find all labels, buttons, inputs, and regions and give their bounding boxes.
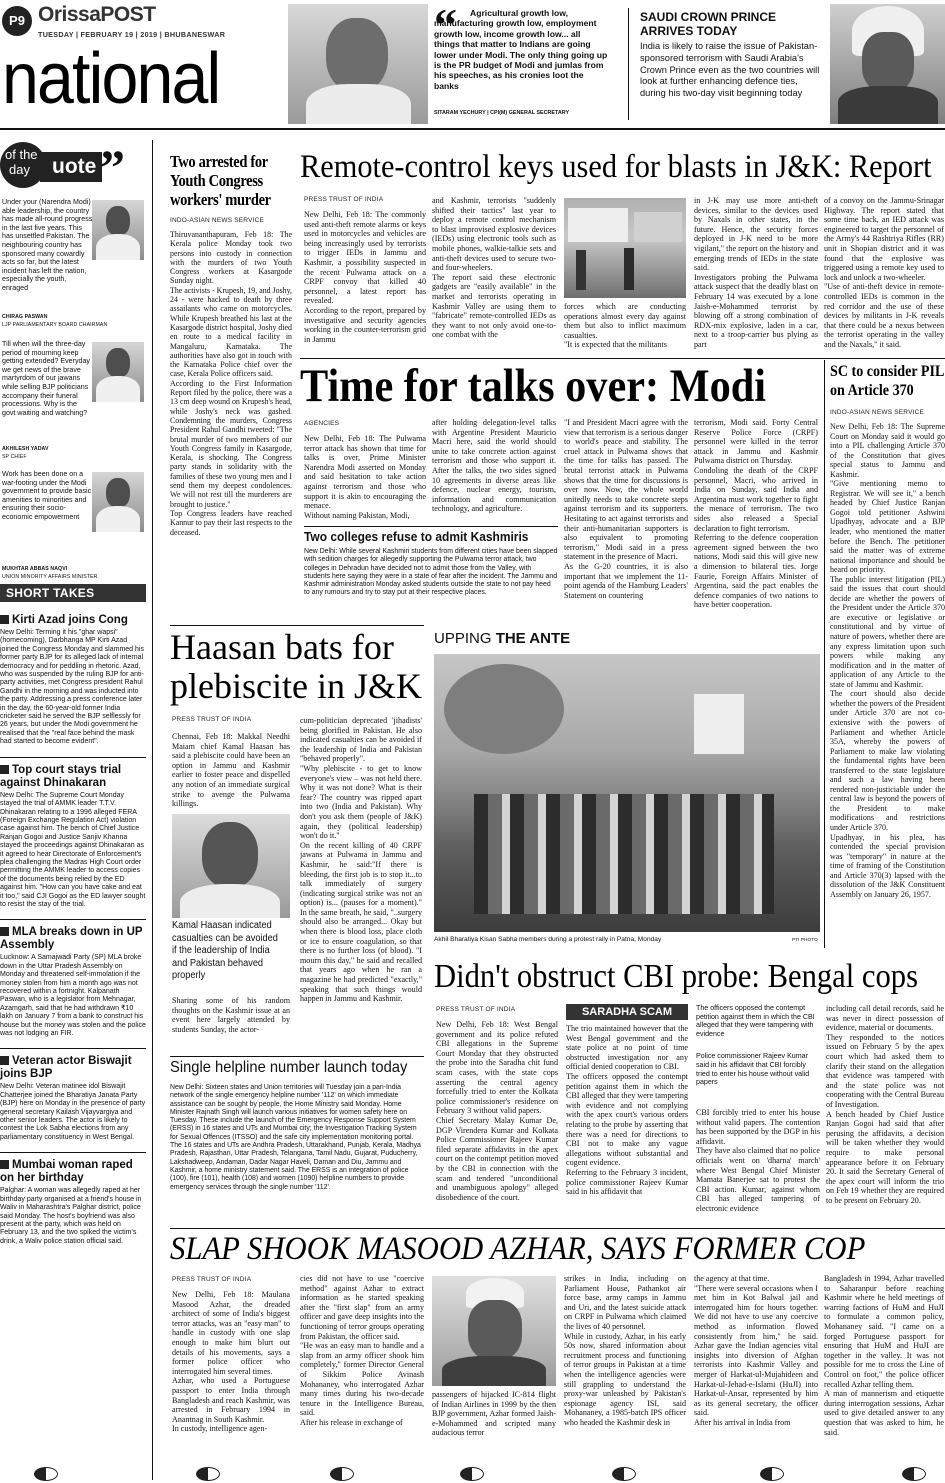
remote-headline: Remote-control keys used for blasts in J&K: Report xyxy=(300,149,932,185)
colleges-box xyxy=(304,526,558,622)
quote-speaker-role: UNION MINORITY AFFAIRS MINISTER xyxy=(2,574,98,580)
remote-bottom-rule xyxy=(300,358,945,359)
haasan-headline: Haasan bats for plebiscite in J&K xyxy=(170,628,422,706)
short-take-body: New Delhi: Veteran matinee idol Biswajit Chatterjee joined the Bharatiya Janata Party (BJP) here on Monday in the presence of party general secretary Kailash Vijayvargiya and other senior leaders. The actor is likely to contest the Lok Sabha elections from any parliamentary constituency in West Bengal. xyxy=(0,1083,146,1141)
saudi-text: India is likely to raise the issue of Pakistan-sponsored terrorism with Saudi Arabia's Crown Prince even as the two countries will look at further enhancing defence ties, during his two-day visit beginning today xyxy=(640,41,820,99)
azhar-top-rule xyxy=(170,1228,945,1229)
quote-of-the-day xyxy=(0,140,146,580)
remote-col-3: forces which are conducting operations almost every day against them but also to inflict maximum casualties. "It is expected that the militants xyxy=(564,302,686,350)
quote-mark-icon: “ xyxy=(434,6,457,50)
colleges-body: New Delhi: While several Kashmiri students from different cities have been slapped with sedition charges for allegedly supporting the Pulwama terror attack, two colleges in Dehradun have decided not to admit those from the Valley, with students here saying they were in a state of fear after the incident. The Jammu and Kashmir administration Monday asked students outside the state to not pay heed to any rumours and try to stay put at their respective places. xyxy=(304,548,558,597)
azhar-col-6: Bangladesh in 1994, Azhar travelled to Saharanpur before reaching Kashmir where he held meetings of warring factions of HuM and HuJI to formulate a common policy, Mohananey said. "I came on a forged Portuguese passport for ensuring that HuM and HuJI are together in the valley. It was not possible for me to cross the Line of Control on foot," the police officer recalled Azhar telling them. A man of mannerism and etiquette during interrogation sessions, Azhar used to give detailed answer to any question that was asked to him, he said. xyxy=(824,1274,944,1437)
cbi-col-3: CBI forcibly tried to enter his house without valid papers. The contention has been supported by the DGP in his affidavit. They have also claimed that no police officials went on 'dharna' march' where West Bengal Chief Minister Mamata Banerjee sat to protest the CBI action. Kumar, against whom CBI has alleged tampering of electronic evidence xyxy=(696,1108,820,1213)
cbi-col-2: The trio maintained however that the West Bengal government and the state police at no point of time obstructed investigation nor any official denied cooperation to CBI. The officers opposed the contempt petition against them in which the CBI alleged that they were tampering with evidence and not complying with the apex court's various orders relating to the probe by asserting that there was a need for directions to CBI not to make any vague allegations without substantial and cogent evidence. Referring to the February 3 incident, police commissioner Rajeev Kumar said in his affidavit that xyxy=(566,1024,688,1197)
section-title: national xyxy=(2,39,220,119)
short-take-body: New Delhi: The Supreme Court Monday stayed the trial of AMMK leader T.T.V. Dhinakaran relating to a 1996 alleged FERA (Foreign Exchange Regulation Act) violation case against him. The bench of Chief Justice Ranjan Gogoi and Justice Sanjiv Khanna stayed the proceedings against Dhinakaran as it agreed to hear Directorate of Enforcement's plea challenging the Madras High Court order permitting the AMMK leader to access copies of the documents being relied by the ED against him. "How can you have cake and eat it too," said CJI Gogoi as the ED lawyer sought to resist the stay of the trial. xyxy=(0,791,146,908)
talks-col-4: terrorism, Modi said. Forty Central Reserve Police Force (CRPF) personnel were killed in the terror attack in Jammu and Kashmir Pulwama district on Thursday. Condoling the death of the CRPF personnel, Macri, who arrived in India on Sunday, said India and Argentina must work together to fight the menace of terrorism. The two sides also released a Special declaration to fight terrorism. Referring to the defence cooperation agreement signed between the two nations, Modi said this will give new a dimension to bilateral ties. Jorge Faurie, Foreign Affairs Minister of Argentina, said the pact enables the defence companies of two nations to have better cooperation. xyxy=(694,418,818,610)
short-takes-label: SHORT TAKES xyxy=(0,584,146,602)
quote-speaker-photo xyxy=(92,472,144,532)
haasan-col-1: Chennai, Feb 18: Makkal Needhi Maiam chief Kamal Haasan has said a plebiscite could have been an option in Jammu and Kashmir earlier to foster peace and dispelled any notion of an immediate surgical strike to avenge the Pulwama killings. xyxy=(172,732,290,809)
remote-credit: PRESS TRUST OF INDIA xyxy=(304,196,384,203)
saudi-box xyxy=(640,10,820,122)
top-quote-byline: SITARAM YECHURY | CPI(M) GENERAL SECRETARY xyxy=(434,110,570,116)
remote-col-1: New Delhi, Feb 18: The commonly used anti-theft remote alarms or keys used in motorcycles and vehicles are being increasingly used by terrorists to trigger IEDs in Jammu and Kashmir, a possibility suspected in the recent Pulwama attack on a CRPF convoy that killed 40 personnel, a latest report has revealed. According to the report, prepared by investigative and security agencies working in the counter-terrorism grid in Jammu xyxy=(304,210,426,344)
cbi-pullquote-1: The officers opposed the contempt petition against them in which the CBI alleged that they were tampering with evidence xyxy=(696,1004,815,1038)
azhar-col-2: cies did not have to use "coercive method" against Azhar to extract information as he started speaking after the "first slap" from an army officer and gave deep insights into the functioning of terror groups operating from Pakistan, the officer said. "He was an easy man to handle and a slap from an army officer shook him completely," former Director General of Sikkim Police Avinash Mohananey, who interrogated Azhar many times during his two-decade tenure in the Intelligence Bureau, said. After his release in exchange of xyxy=(300,1274,424,1427)
haasan-col-1b: Sharing some of his random thoughts on the Kashmir issue at an event here largely attended by students Sunday, the actor- xyxy=(172,996,290,1034)
colleges-headline: Two colleges refuse to admit Kashmiris xyxy=(304,529,529,544)
protest-photo xyxy=(434,654,820,932)
remote-article xyxy=(300,148,945,358)
quote-speaker-name: CHIRAG PASWAN xyxy=(2,314,48,320)
remote-col-4: in J-K may use more anti-theft devices, similar to the devices used by Naxals in other states, in the future. Hence, the security forces deployed in J-K need to be more vigilant," the report on the history and emerging trends of IEDs in the state said. Investigators probing the Pulwama attack suspect that the deadly blast on February 14 was executed by a lone Jaish-e-Mohammed terrorist by blowing off a strong combination of RDX-mix explosive, laden in a car, next to a troop-carrier bus plying as part xyxy=(694,196,818,349)
azhar-col-5: the agency at that time. "There were several occasions when I met him in Kot Balwal jail and interrogated him for hours together. We did not have to use any coercive method as information flowed consistently from him," he said. Azhar gave the Indian agencies vital insights into diversion of Afghan terrorists into Kashmir Valley and merger of Harkat-ul-Mujahideen and Harkat-ul-Jehad-e-Islami (HuJI) into Harkat-ul-Ansar, represented by him as its general secretary, the officer said. After his arrival in India from xyxy=(694,1274,818,1427)
short-take-body: Palghar: A woman was allegedly raped at her birthday party organised at a friend's house in Waliv in Maharashtra's Palghar district, police said Monday. The host's boyfriend was also present at the party, which was held on February 13, and the two spiked the victim's drink, a Waliv police station official said. xyxy=(0,1187,142,1245)
short-take-headline: MLA breaks down in UP Assembly xyxy=(0,926,146,952)
quote-text: Work has been done on a war-footing under the Modi government to provide basic amenities to minorities and ensuring their socio-economic empowerment xyxy=(2,470,92,521)
ante-credit: PTI PHOTO xyxy=(792,938,818,943)
cbi-headline: Didn't obstruct CBI probe: Bengal cops xyxy=(434,958,919,995)
quote-logo: of the day uote ” xyxy=(0,142,146,188)
cbi-pullquote-2: Police commissioner Rajeev Kumar said in his affidavit that CBI forcibly tried to enter his house without valid papers xyxy=(696,1052,810,1087)
short-take-body: Lucknow: A Samajwadi Party (SP) MLA broke down in the Uttar Pradesh Assembly on Monday and threatened self-immolation if the money stolen from him a month ago was not recovered within a fortnight. Kalpanath Paswan, who is a legislator from Mehnagar, Azamgarh, said that he had withdrawn ₹10 lakh on January 7 from a bank to construct his house but the money was stolen and the police was not lodging an FIR. xyxy=(0,954,146,1038)
azhar-credit: PRESS TRUST OF INDIA xyxy=(172,1276,252,1283)
quote-text: Till when will the three-day period of mourning keep getting extended? Everyday we get news of the brave martyrdom of our jawans while selling BJP politicians accompany their funeral processions. Why is the govt waiting and watching? xyxy=(2,340,90,417)
masthead xyxy=(0,0,290,128)
top-quote-text: Agricultural growth low, manufacturing growth low, employment growth low, income growth low... all things that matter to Indians are going lower under Modi. The only thing going up is the PR budget of Modi and jumlas from his speeches, as his cronies loot the banks xyxy=(434,8,608,91)
saudi-title: SAUDI CROWN PRINCE ARRIVES TODAY xyxy=(640,10,777,38)
remote-col-2: and Kashmir, terrorists "suddenly shifted their tactics" last year to deploy a remote control mechanism to blast improvised explosive devices (IEDs) using electronic tools such as mobile phones, walkie-talkie sets and anti-theft devices used to secure two- and four-wheelers. The report said these electronic gadgets are "easily available" in the market and terrorists operating in Kashmir Valley are using them to "fabricate" remote-controlled IEDs as they want to not only avoid one-to-one combat with the xyxy=(432,196,556,340)
haasan-col-2: cum-politician deprecated 'jihadists' being glorified in Pakistan. He also indicated casualties can be avoided if the leadership of India and Pakistan "behaved properly". "Why plebiscite - to get to know everyone's view – was not held there. Why it was not done? What is their fear? The country was ripped apart into two (India and Pakistan). Why don't you ask them (people of J&K) again, they (political leadership) won't do it." On the recent killing of 40 CRPF jawans at Pulwama in Jammu and Kashmir, he said:"If there is bleeding, the first job is to stop it...to talk immediately of surgery (indicating surgical strike was not an option) is... (pauses for a moment)." In the same breath, he said, "..surgery should also be arranged... Okay but when there is blood loss, place cloth or ice to ensure coagulation, so that there is no further loss (of blood). "I mourn this day," he said and recalled that years ago when he ran a magazine he had predicted "exactly," speaking that such things would happen in Jammu and Kashmir. xyxy=(300,716,422,1004)
talks-col-3: "I and President Macri agree with the view that terrorism is a serious danger to world's peace and stability. The cruel attack in Pulwama shows that the time for talks has passed. The brutal terrorist attack in Pulwama shows that the time for discussions is over now. Now, the whole world unitedly needs to take concrete steps against terrorism and its supporters. Hesitating to act against terrorists and their anti-humanitarian supporters is also equivalent to promoting terrorism," Modi said in a press statement in the presence of Macri. As the G-20 countries, it is also important that we implement the 11-point agenda of the Hamburg Leaders' Statement on countering xyxy=(564,418,688,600)
cbi-col-1: New Delhi, Feb 18: West Bengal government and its police refuted CBI allegations in the Supreme Court Monday that they obstructed the probe into the Saradha chit fund scam cases, with the state cops asserting the central agency forcefully tried to enter the Kolkata police commissioner's residence on February 3 without valid papers. Chief Secretary Malay Kumar De, DGP Virendera Kumar and Kolkata Police Commissioner Rajeev Kumar filed separate affidavits in the apex court on the contempt petition moved by the CBI in connection with the scam and tendered "unconditional and unambiguous apology" alleged disobedience of the court. xyxy=(436,1020,558,1202)
pil-article xyxy=(830,362,945,952)
quote-text: Under your (Narendra Modi) able leadership, the country has made all-round progress in the last five years. This has unsettled Pakistan. The neighbouring country has sponsored many cowardly acts so far, but the latest incident has left the nation, especially the youth, enraged xyxy=(2,198,93,292)
cbi-credit: PRESS TRUST OF INDIA xyxy=(436,1006,516,1013)
arrest-article xyxy=(170,152,292,622)
haasan-credit: PRESS TRUST OF INDIA xyxy=(172,716,252,723)
quote-speaker-photo xyxy=(92,342,144,402)
cbi-pullquotes xyxy=(696,1004,820,1104)
left-column-rule xyxy=(152,140,153,1480)
short-take-headline: Kirti Azad joins Cong xyxy=(0,614,146,627)
azhar-photo xyxy=(432,1276,556,1386)
top-quote xyxy=(434,6,610,122)
cbi-article xyxy=(434,958,945,1220)
haasan-caption: Kamal Haasan indicated casualties can be avoided if the leadership of India and Pakistan behaved properly xyxy=(172,920,278,981)
azhar-headline: SLAP SHOOK MASOOD AZHAR, SAYS FORMER COP xyxy=(170,1231,866,1267)
arrest-credit: INDO-ASIAN NEWS SERVICE xyxy=(170,217,265,224)
masthead-rule xyxy=(0,128,945,130)
short-takes xyxy=(0,584,146,1434)
short-take-item xyxy=(0,1048,146,1142)
azhar-col-4: strikes in India, including on Parliament House, Pathankot air force base, army camps in Jammu and Uri, and the latest suicide attack on CRPF in Pulwama which claimed the lives of 40 personnel. While in custody, Azhar, in his early 50s now, shared information about recruitment process and functioning of terror groups in Pakistan at a time when the intelligence agencies were still grappling to understand the proxy-war unleashed by Pakistan's espionage agency ISI, said Mohananey, a 1985-batch IPS officer who headed the Kashmir desk in xyxy=(564,1274,686,1427)
talks-article xyxy=(300,360,820,622)
quote-speaker-role: SP CHIEF xyxy=(2,454,27,460)
registration-marks xyxy=(0,1466,945,1483)
quote-item xyxy=(0,340,146,464)
talks-credit: AGENCIES xyxy=(304,420,340,427)
short-take-headline: Top court stays trial against Dhinakaran xyxy=(0,764,146,790)
short-take-item xyxy=(0,757,146,910)
helpline-article xyxy=(170,1058,424,1228)
yechury-photo xyxy=(288,4,428,124)
short-take-headline: Mumbai woman raped on her birthday xyxy=(0,1159,146,1185)
soldiers-photo xyxy=(564,198,686,298)
dateline: TUESDAY | FEBRUARY 19 | 2019 | BHUBANESWAR xyxy=(38,30,226,39)
quote-item xyxy=(0,470,146,580)
haasan-top-rule xyxy=(170,625,424,626)
quote-speaker-role: LJP PARLIAMENTARY BOARD CHAIRMAN xyxy=(2,322,108,328)
haasan-photo xyxy=(172,814,290,918)
arrest-body: Thiruvananthapuram, Feb 18: The Kerala police Monday took two persons into custody in connection with the murders of two Youth Congress workers at Kasargode Sunday night. The activists - Krupesh, 19, and Joshy, 24 - were hacked to death by three assailants who came on motorcycles. While Krupesh breathed his last at the Kasargode district hospital, Joshy died en route to a medical facility in Mangaluru, Karnataka. The authorities have also got in touch with the Karnataka Police chief over the case, Kerala Police officers said. According to the First Information Report filed by the police, there was a 13 cm deep wound on Krupesh's head, while Joshy's neck was gashed. Condemning the murders, Congress President Rahul Gandhi tweeted: "The brutal murder of two members of our Youth Congress family in Kasargode, Kerala, is shocking. The Congress party stands in solidarity with the families of these two young men and I send them my deepest condolences. We will not rest till the murderers are brought to justice." Top Congress leaders have reached Kannur to pay their last respects to the deceased. xyxy=(170,230,292,537)
quote-speaker-photo xyxy=(92,200,144,260)
talks-col-2: after holding delegation-level talks with Argentine President Mauricio Macri here, said the world should unite to take concrete action against terrorism and those who support it. After the talks, the two sides signed 10 agreements in diverse areas like defence, nuclear energy, tourism, information and communication technology, and agriculture. xyxy=(432,418,556,514)
quote-speaker-name: AKHILESH YADAV xyxy=(2,446,49,452)
haasan-article xyxy=(170,628,426,1048)
arrest-headline: Two arrested for Youth Congress workers' murder xyxy=(170,152,271,209)
talks-col-1: New Delhi, Feb 18: The Pulwama terror attack has shown that time for talks is over, Prime Minister Narendra Modi asserted on Monday and said hesitation to take action against terrorism and those who support it is akin to encouraging the menace. Without naming Pakistan, Modi, xyxy=(304,434,426,520)
azhar-article xyxy=(170,1230,945,1440)
helpline-top-rule xyxy=(170,1056,424,1057)
saradha-tag: SARADHA SCAM xyxy=(566,1004,688,1020)
short-take-body: New Delhi: Terming it his "ghar wapsi" (homecoming), Darbhanga MP Kirti Azad joined the Congress Monday and slammed his former party BJP for its alleged lack of internal democracy and for peddling in rhetoric. Azad, who was suspended by the ruling BJP for anti-party activities, met Congress president Rahul Gandhi in the morning and was inducted into the party. Addressing a press conference later in the day, the 60-year-old former India cricketer said he served the BJP selflessly for 26 years, but under the Modi government he realised that the "real face behind the mask had started to become evident". xyxy=(0,629,144,746)
ante-photo-block xyxy=(434,630,820,950)
pil-body: New Delhi, Feb 18: The Supreme Court on Monday said it would go into a PIL challenging Article 370 of the Constitution that gives special status to Jammu and Kashmir. "Give mentioning memo to Registrar. We will see it," a bench headed by Chief Justice Ranjan Gogoi told petitioner Ashwini Upadhyay, advocate and a BJP leader, who mentioned the matter before the Bench. The petitioner said the matter was of extreme national importance and should be heard on priority. The public interest litigation (PIL) said the issues that court should decide are whether the powers of the President under the Article 370 are executive or legislative or constitutional and by virtue of nature of powers, whether there are any express limitation upon such powers while making any modification and in the matter of application of any Article to the state of Jammu and Kashmir. The court should also decide whether the powers of the President under Article 370 are not co-extensive with the powers of Parliament and whether Article 35A, whereby the powers of Parliament to make law violating the fundamental rights have been transferred to the state legislature and such a law having been rendered non-justiciable under the central law is beyond the powers of the President to make modifications and restrictions under Article 370. Upadhyay, in his plea, has contended the special provision was "temporary" in nature at the time of framing of the Constitution and Article 370(3) lapsed with the dissolution of the J&K Constituent Assembly on January 26, 1957. xyxy=(830,422,945,899)
pil-left-rule xyxy=(824,360,825,948)
crown-prince-photo xyxy=(830,4,945,124)
ante-label: UPPING THE ANTE xyxy=(434,630,571,647)
short-take-item xyxy=(0,1152,146,1246)
talks-headline: Time for talks over: Modi xyxy=(300,360,767,412)
short-take-item xyxy=(0,608,146,747)
ante-caption: Akhil Bharatiya Kisan Sabha members during a protest rally in Patna, Monday xyxy=(434,936,662,943)
pil-headline: SC to consider PIL on Article 370 xyxy=(830,363,944,399)
azhar-col-1: New Delhi, Feb 18: Maulana Masood Azhar, the dreaded architect of some of India's biggest terror attacks, was an "easy man" to handle in custody with one slap enough to make him blurt out details of his movements, says a former police officer who interrogated him several times. Azhar, who used a Portuguese passport to enter India through Bangladesh and reach Kashmir, was arrested in February 1994 in Anantnag in South Kashmir. In custody, intelligence agen- xyxy=(172,1290,290,1434)
pil-credit: INDO-ASIAN NEWS SERVICE xyxy=(830,409,925,416)
page-number-badge: P9 xyxy=(2,6,32,36)
remote-col-5: of a convoy on the Jammu-Srinagar Highway. The report stated that some time back, an IED attack was engineered to target the personnel of the Army's 44 Rashtriya Rifles (RR) unit in Shopian district and it was found that the explosive was triggered using a remote key used to lock and unlock a two-wheeler. "Use of anti-theft device in remote-controlled IEDs is common in the red corridor and the use of these devices by militants in J-K reveals that there could be a nexus between the terrorist operating in the valley and the Naxals," it said. xyxy=(824,196,944,349)
helpline-headline: Single helpline number launch today xyxy=(170,1059,408,1076)
azhar-col-3: passengers of hijacked IC-814 flight of Indian Airlines in 1999 by the then BJP government, Azhar formed Jaish-e-Mohammed and scripted many audacious terror xyxy=(432,1390,556,1438)
helpline-body: New Delhi: Sixteen states and Union territories will Tuesday join a pan-India network of the single emergency helpline number '112' on which immediate assistance can be sought by people, the Home Ministry said Monday. Home Minister Rajnath Singh will launch various initiatives for women safety here on Tuesday. These include the launch of the Emergency Response Support System (ERSS) in 16 states and UTs and Mumbai city; the Investigation Tracking System for Sexual Offences (ITSSO) and the safe city implementation monitoring portal. The 16 states and UTs are Andhra Pradesh, Uttarakhand, Punjab, Kerala, Madhya Pradesh, Rajasthan, Uttar Pradesh, Telangana, Tamil Nadu, Gujarat, Puducherry, Lakshadweep, Andaman, Dadar Nagar Haveli, Daman and Diu, Jammu and Kashmir, a home ministry statement said. The ERSS is an integration of police (100), fire (101), health (108) and women (1090) helpline numbers to provide emergency services through the single number '112'. xyxy=(170,1084,421,1191)
short-take-item xyxy=(0,919,146,1038)
vertical-divider xyxy=(628,8,629,120)
quote-item xyxy=(0,198,146,332)
cbi-col-4: including call detail records, said he was never in direct possession of evidence, material or documents. They responded to the notices issued on February 5 by the apex court which had asked them to clarify their stand on the allegation that evidence was tampered with and the state police was not cooperating with the Central Bureau of Investigation. A bench headed by Chief Justice Ranjan Gogoi had said that after perusing the affidavits, a decision will be taken whether they would require to make personal appearance before it on February 20. It said the Secretary General of the apex court will inform the trio on Feb 19 whether they are required to be present on February 20. xyxy=(826,1004,944,1205)
quote-speaker-name: MUKHTAR ABBAS NAQVI xyxy=(2,566,68,572)
short-take-headline: Veteran actor Biswajit joins BJP xyxy=(0,1055,146,1081)
paper-logo: OrissaPOST xyxy=(38,3,156,26)
